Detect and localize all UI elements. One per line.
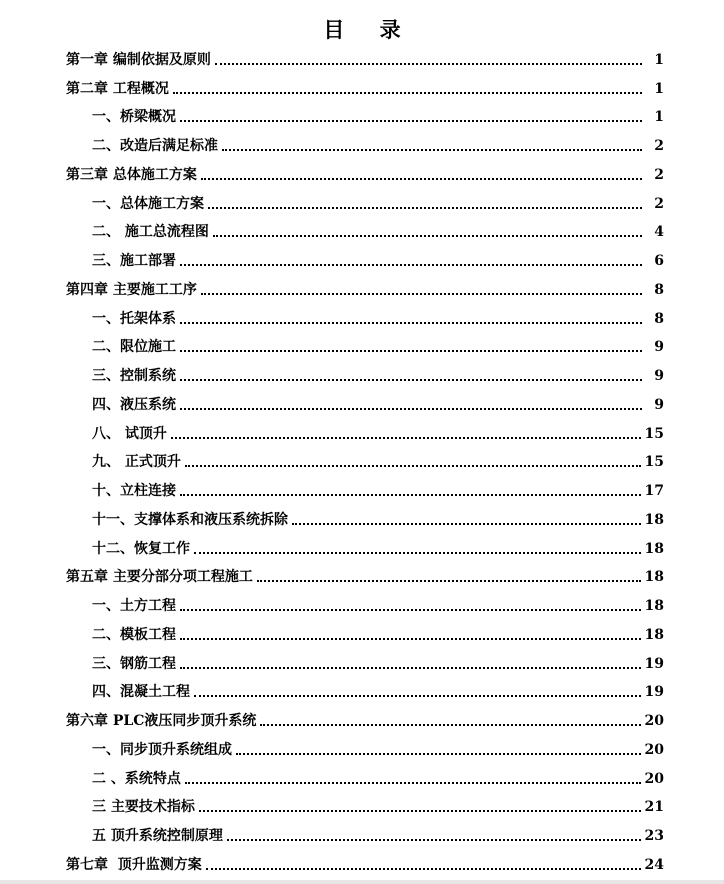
toc-section-entry[interactable]: [66, 619, 664, 648]
toc-section-entry[interactable]: [66, 792, 664, 821]
toc-page-number: 23: [644, 828, 664, 844]
toc-entry-label: 三 主要技术指标: [92, 799, 195, 816]
toc-dot-leader: [185, 465, 641, 467]
toc-page-number: 18: [644, 626, 664, 643]
toc-page-number: 8: [654, 310, 664, 327]
toc-entry-label: 一、托架体系: [92, 310, 176, 327]
toc-entry-label: 三、钢筋工程: [92, 655, 176, 672]
toc-page-number: 20: [644, 770, 664, 787]
toc-section-entry[interactable]: [66, 734, 664, 763]
toc-dot-leader: [236, 753, 641, 755]
toc-page-number: 1: [654, 51, 664, 68]
toc-chapter-entry[interactable]: [66, 44, 664, 73]
toc-dot-leader: [222, 149, 642, 151]
toc-entry-label: 三、控制系统: [92, 368, 176, 384]
toc-section-entry[interactable]: [66, 303, 664, 332]
toc-page-number: 2: [654, 195, 664, 212]
toc-entry-label: 一、土方工程: [92, 598, 176, 614]
toc-entry-label: 二、改造后满足标准: [92, 138, 218, 154]
toc-dot-leader: [201, 293, 642, 295]
toc-dot-leader: [180, 120, 642, 122]
toc-page-number: 18: [644, 569, 664, 586]
toc-entry-label: 十一、支撑体系和液压系统拆除: [92, 511, 288, 528]
toc-page-number: 18: [644, 511, 664, 528]
page-bottom-edge: [0, 880, 724, 884]
toc-entry-label: 第七章 顶升监测方案: [66, 856, 202, 873]
toc-section-entry[interactable]: [66, 130, 664, 159]
toc-page-number: 4: [654, 224, 664, 241]
toc-page-number: 18: [644, 598, 664, 614]
toc-section-entry[interactable]: [66, 820, 664, 849]
toc-page-number: 17: [644, 483, 664, 499]
toc-page-number: 21: [644, 799, 664, 816]
toc-page-number: 24: [644, 856, 664, 873]
toc-page-number: 2: [654, 138, 664, 154]
toc-section-entry[interactable]: [66, 102, 664, 131]
toc-chapter-entry[interactable]: [66, 274, 664, 303]
toc-page-number: 6: [654, 253, 664, 269]
toc-chapter-entry[interactable]: [66, 159, 664, 188]
toc-page-number: 9: [654, 368, 664, 384]
toc-entry-label: 第二章 工程概况: [66, 80, 169, 97]
toc-entry-label: 十、立柱连接: [92, 483, 176, 499]
toc-chapter-entry[interactable]: [66, 562, 664, 591]
toc-section-entry[interactable]: [66, 217, 664, 246]
toc-dot-leader: [180, 408, 642, 410]
toc-entry-label: 八、 试顶升: [92, 425, 167, 442]
toc-section-entry[interactable]: [66, 245, 664, 274]
toc-section-entry[interactable]: [66, 533, 664, 562]
toc-section-entry[interactable]: [66, 677, 664, 706]
toc-page-number: 9: [654, 339, 664, 356]
toc-dot-leader: [180, 667, 641, 669]
toc-entry-label: 二 、系统特点: [92, 770, 181, 787]
toc-entry-label: 第一章 编制依据及原则: [66, 51, 211, 68]
toc-entry-label: 三、施工部署: [92, 253, 176, 269]
toc-list: [66, 44, 664, 878]
toc-dot-leader: [227, 839, 641, 841]
toc-entry-label: 四、液压系统: [92, 396, 176, 413]
toc-entry-label: 九、 正式顶升: [92, 454, 181, 471]
toc-page-number: 1: [654, 80, 664, 97]
toc-entry-label: 第四章 主要施工工序: [66, 281, 197, 298]
toc-dot-leader: [180, 609, 641, 611]
toc-dot-leader: [260, 724, 640, 726]
toc-section-entry[interactable]: [66, 475, 664, 504]
toc-dot-leader: [180, 350, 642, 352]
toc-section-entry[interactable]: [66, 447, 664, 476]
toc-dot-leader: [292, 523, 641, 525]
toc-dot-leader: [185, 782, 641, 784]
toc-dot-leader: [180, 638, 641, 640]
toc-chapter-entry[interactable]: [66, 73, 664, 102]
toc-entry-label: 四、混凝土工程: [92, 684, 190, 701]
toc-chapter-entry[interactable]: [66, 705, 664, 734]
toc-section-entry[interactable]: [66, 389, 664, 418]
toc-page-number: 15: [644, 425, 664, 442]
toc-dot-leader: [257, 580, 641, 582]
toc-dot-leader: [208, 207, 642, 209]
toc-section-entry[interactable]: [66, 763, 664, 792]
toc-page-number: 19: [644, 655, 664, 672]
toc-dot-leader: [199, 810, 641, 812]
toc-dot-leader: [180, 322, 642, 324]
toc-dot-leader: [173, 92, 642, 94]
toc-dot-leader: [171, 437, 641, 439]
toc-page-number: 15: [644, 454, 664, 471]
toc-section-entry[interactable]: [66, 332, 664, 361]
toc-dot-leader: [180, 494, 641, 496]
toc-entry-label: 十二、恢复工作: [92, 540, 190, 557]
toc-entry-label: 第五章 主要分部分项工程施工: [66, 569, 253, 586]
toc-section-entry[interactable]: [66, 590, 664, 619]
toc-page-number: 20: [644, 741, 664, 758]
toc-section-entry[interactable]: [66, 188, 664, 217]
toc-entry-label: 第三章 总体施工方案: [66, 166, 197, 183]
toc-entry-label: 二、 施工总流程图: [92, 224, 209, 241]
toc-dot-leader: [180, 379, 642, 381]
toc-dot-leader: [194, 695, 641, 697]
toc-page-number: 1: [654, 109, 664, 126]
toc-entry-label: 一、同步顶升系统组成: [92, 741, 232, 758]
toc-chapter-entry[interactable]: [66, 849, 664, 878]
toc-entry-label: 二、限位施工: [92, 339, 176, 356]
toc-page-number: 19: [644, 684, 664, 701]
toc-entry-label: 第六章 PLC液压同步顶升系统: [66, 713, 257, 729]
toc-page-number: 8: [654, 281, 664, 298]
toc-entry-label: 一、桥梁概况: [92, 109, 176, 126]
toc-page-number: 20: [644, 713, 664, 729]
toc-dot-leader: [201, 178, 642, 180]
toc-entry-label: 五 顶升系统控制原理: [92, 828, 223, 844]
toc-dot-leader: [180, 264, 642, 266]
toc-section-entry[interactable]: [66, 360, 664, 389]
toc-page-number: 2: [654, 166, 664, 183]
toc-dot-leader: [213, 235, 642, 237]
toc-page-number: 9: [654, 396, 664, 413]
toc-entry-label: 一、总体施工方案: [92, 195, 204, 212]
toc-page-number: 18: [644, 540, 664, 557]
toc-section-entry[interactable]: [66, 504, 664, 533]
toc-entry-label: 二、模板工程: [92, 626, 176, 643]
toc-title: 目 录: [323, 17, 415, 42]
toc-dot-leader: [194, 552, 641, 554]
toc-dot-leader: [206, 868, 641, 870]
toc-section-entry[interactable]: [66, 648, 664, 677]
toc-section-entry[interactable]: [66, 418, 664, 447]
toc-dot-leader: [215, 63, 642, 65]
